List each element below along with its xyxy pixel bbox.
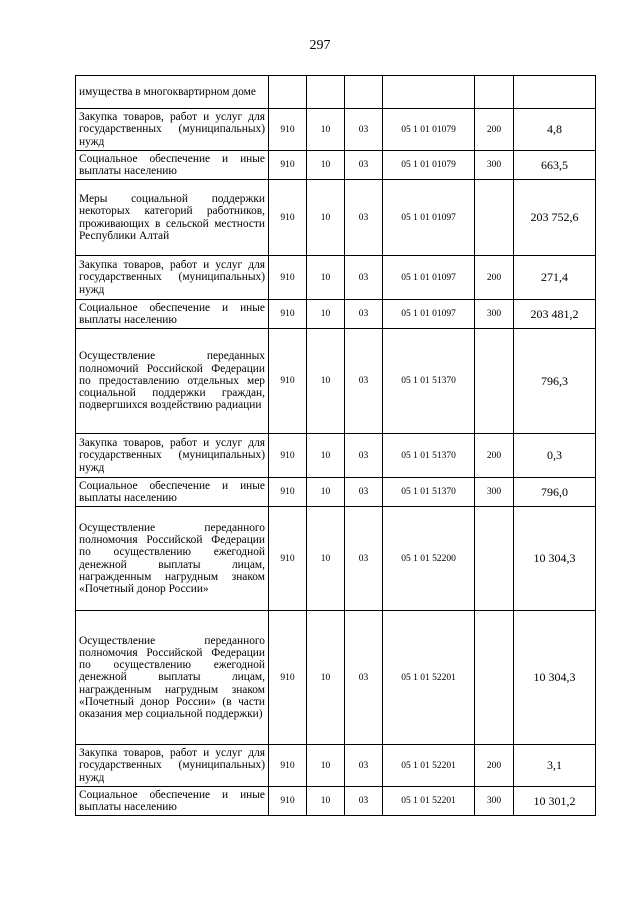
expense-type-code bbox=[475, 611, 514, 745]
ministry-code: 910 bbox=[269, 745, 307, 787]
ministry-code bbox=[269, 76, 307, 109]
section-code: 10 bbox=[307, 256, 345, 300]
ministry-code: 910 bbox=[269, 300, 307, 329]
section-code: 10 bbox=[307, 787, 345, 816]
row-name: Закупка товаров, работ и услуг для государственных (муниципальных) нужд bbox=[76, 745, 269, 787]
row-name: Меры социальной поддержки некоторых категорий работников, проживающих в сельской местности Республики Алтай bbox=[76, 180, 269, 256]
subsection-code: 03 bbox=[345, 329, 383, 434]
table-row bbox=[76, 434, 596, 478]
table-row bbox=[76, 300, 596, 329]
section-code bbox=[307, 76, 345, 109]
subsection-code: 03 bbox=[345, 300, 383, 329]
row-name: имущества в многоквартирном доме bbox=[76, 76, 269, 109]
section-code: 10 bbox=[307, 109, 345, 151]
amount bbox=[514, 76, 596, 109]
table-row bbox=[76, 180, 596, 256]
target-article-code: 05 1 01 51370 bbox=[383, 478, 475, 507]
table-row bbox=[76, 787, 596, 816]
target-article-code bbox=[383, 76, 475, 109]
subsection-code: 03 bbox=[345, 611, 383, 745]
table-row bbox=[76, 109, 596, 151]
table-row bbox=[76, 745, 596, 787]
amount: 10 304,3 bbox=[514, 507, 596, 611]
target-article-code: 05 1 01 01097 bbox=[383, 256, 475, 300]
ministry-code: 910 bbox=[269, 180, 307, 256]
amount: 10 301,2 bbox=[514, 787, 596, 816]
section-code: 10 bbox=[307, 507, 345, 611]
ministry-code: 910 bbox=[269, 329, 307, 434]
ministry-code: 910 bbox=[269, 478, 307, 507]
budget-table bbox=[75, 75, 596, 816]
expense-type-code bbox=[475, 76, 514, 109]
amount: 663,5 bbox=[514, 151, 596, 180]
row-name: Закупка товаров, работ и услуг для государственных (муниципальных) нужд bbox=[76, 109, 269, 151]
target-article-code: 05 1 01 01079 bbox=[383, 151, 475, 180]
ministry-code: 910 bbox=[269, 507, 307, 611]
subsection-code: 03 bbox=[345, 434, 383, 478]
section-code: 10 bbox=[307, 434, 345, 478]
amount: 10 304,3 bbox=[514, 611, 596, 745]
subsection-code: 03 bbox=[345, 478, 383, 507]
table-row bbox=[76, 256, 596, 300]
row-name: Закупка товаров, работ и услуг для государственных (муниципальных) нужд bbox=[76, 256, 269, 300]
amount: 4,8 bbox=[514, 109, 596, 151]
amount: 203 481,2 bbox=[514, 300, 596, 329]
expense-type-code: 300 bbox=[475, 151, 514, 180]
table-row bbox=[76, 76, 596, 109]
ministry-code: 910 bbox=[269, 109, 307, 151]
expense-type-code bbox=[475, 507, 514, 611]
table-row bbox=[76, 611, 596, 745]
amount: 796,0 bbox=[514, 478, 596, 507]
target-article-code: 05 1 01 51370 bbox=[383, 329, 475, 434]
row-name: Осуществление переданного полномочия Российской Федерации по осуществлению ежегодной денежной выплаты лицам, награжденным нагрудным знаком «Почетный донор России» (в части оказания мер социальной поддержки) bbox=[76, 611, 269, 745]
section-code: 10 bbox=[307, 300, 345, 329]
subsection-code: 03 bbox=[345, 256, 383, 300]
row-name: Закупка товаров, работ и услуг для государственных (муниципальных) нужд bbox=[76, 434, 269, 478]
expense-type-code: 200 bbox=[475, 256, 514, 300]
ministry-code: 910 bbox=[269, 787, 307, 816]
subsection-code: 03 bbox=[345, 151, 383, 180]
row-name: Социальное обеспечение и иные выплаты населению bbox=[76, 478, 269, 507]
row-name: Осуществление переданного полномочия Российской Федерации по осуществлению ежегодной денежной выплаты лицам, награжденным нагрудным знаком «Почетный донор России» bbox=[76, 507, 269, 611]
section-code: 10 bbox=[307, 745, 345, 787]
expense-type-code bbox=[475, 329, 514, 434]
section-code: 10 bbox=[307, 180, 345, 256]
section-code: 10 bbox=[307, 329, 345, 434]
expense-type-code bbox=[475, 180, 514, 256]
target-article-code: 05 1 01 01079 bbox=[383, 109, 475, 151]
expense-type-code: 300 bbox=[475, 478, 514, 507]
section-code: 10 bbox=[307, 478, 345, 507]
table-row bbox=[76, 507, 596, 611]
subsection-code: 03 bbox=[345, 745, 383, 787]
amount: 796,3 bbox=[514, 329, 596, 434]
target-article-code: 05 1 01 52201 bbox=[383, 745, 475, 787]
subsection-code: 03 bbox=[345, 787, 383, 816]
amount: 203 752,6 bbox=[514, 180, 596, 256]
target-article-code: 05 1 01 51370 bbox=[383, 434, 475, 478]
table-row bbox=[76, 151, 596, 180]
subsection-code: 03 bbox=[345, 180, 383, 256]
target-article-code: 05 1 01 52200 bbox=[383, 507, 475, 611]
subsection-code: 03 bbox=[345, 507, 383, 611]
target-article-code: 05 1 01 52201 bbox=[383, 611, 475, 745]
expense-type-code: 200 bbox=[475, 109, 514, 151]
row-name: Осуществление переданных полномочий Российской Федерации по предоставлению отдельных мер социальной поддержки граждан, подвергшихся воздействию радиации bbox=[76, 329, 269, 434]
ministry-code: 910 bbox=[269, 256, 307, 300]
ministry-code: 910 bbox=[269, 611, 307, 745]
section-code: 10 bbox=[307, 611, 345, 745]
expense-type-code: 200 bbox=[475, 745, 514, 787]
ministry-code: 910 bbox=[269, 434, 307, 478]
subsection-code bbox=[345, 76, 383, 109]
subsection-code: 03 bbox=[345, 109, 383, 151]
page-number: 297 bbox=[309, 38, 331, 53]
expense-type-code: 300 bbox=[475, 300, 514, 329]
table-row bbox=[76, 329, 596, 434]
target-article-code: 05 1 01 01097 bbox=[383, 180, 475, 256]
expense-type-code: 200 bbox=[475, 434, 514, 478]
amount: 3,1 bbox=[514, 745, 596, 787]
row-name: Социальное обеспечение и иные выплаты населению bbox=[76, 787, 269, 816]
table-row bbox=[76, 478, 596, 507]
expense-type-code: 300 bbox=[475, 787, 514, 816]
section-code: 10 bbox=[307, 151, 345, 180]
amount: 0,3 bbox=[514, 434, 596, 478]
target-article-code: 05 1 01 52201 bbox=[383, 787, 475, 816]
ministry-code: 910 bbox=[269, 151, 307, 180]
target-article-code: 05 1 01 01097 bbox=[383, 300, 475, 329]
row-name: Социальное обеспечение и иные выплаты населению bbox=[76, 151, 269, 180]
row-name: Социальное обеспечение и иные выплаты населению bbox=[76, 300, 269, 329]
amount: 271,4 bbox=[514, 256, 596, 300]
